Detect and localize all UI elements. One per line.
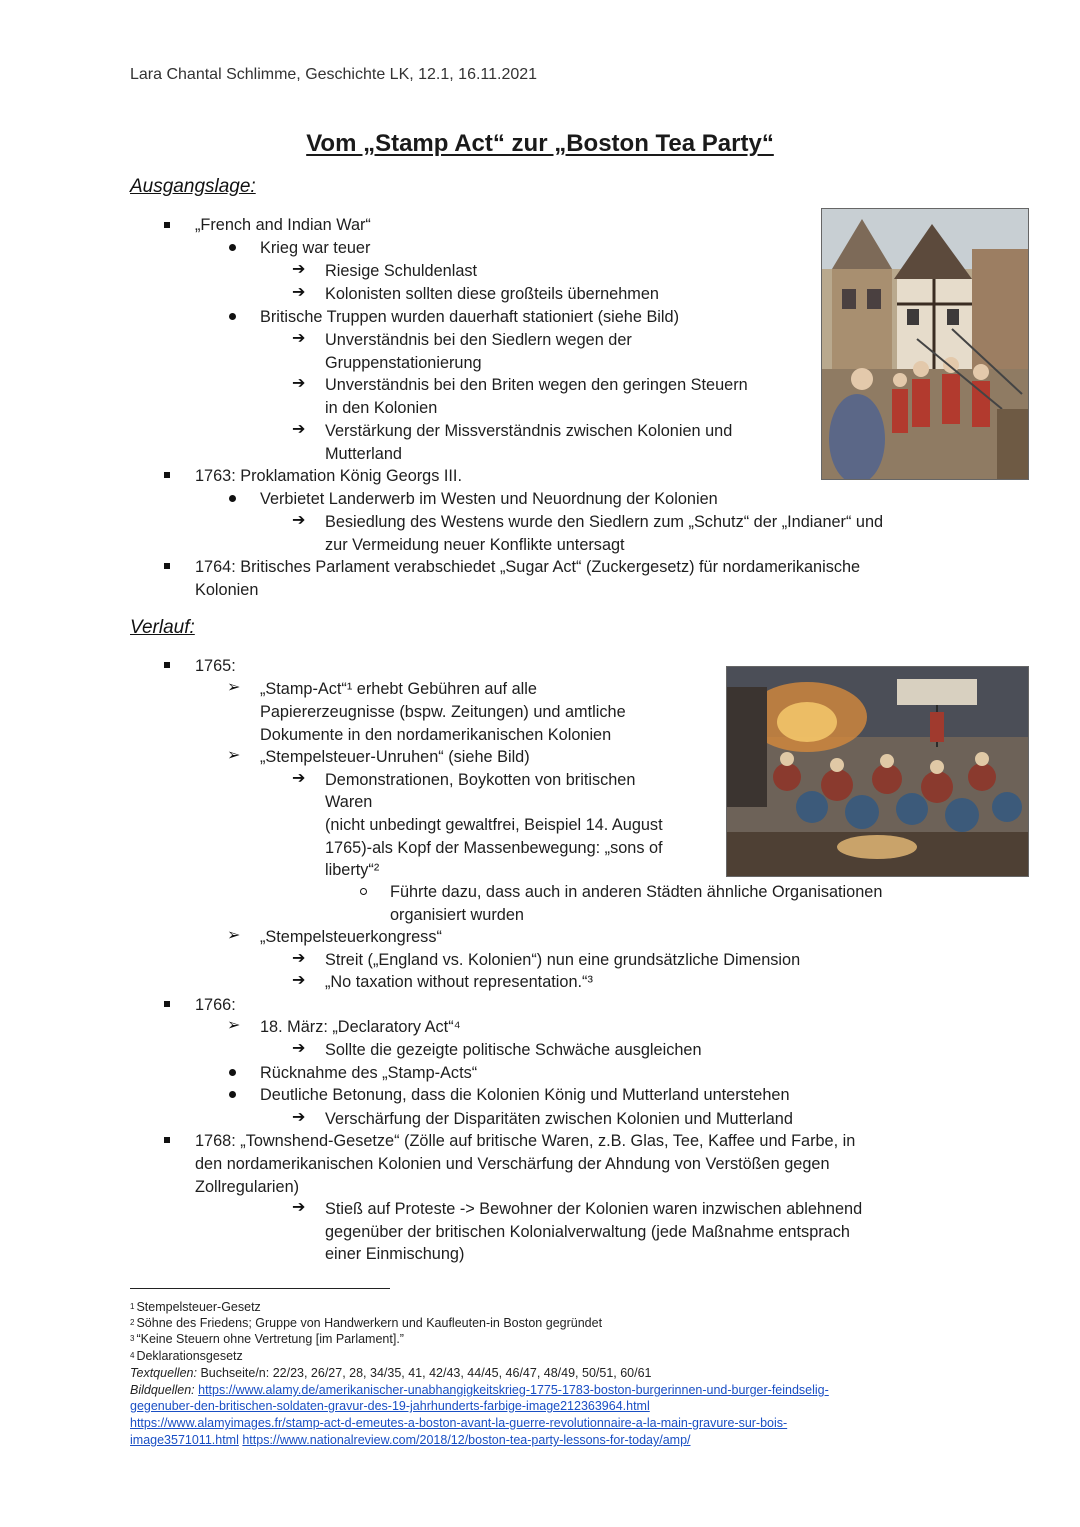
list-item: „French and Indian War“ bbox=[195, 216, 371, 234]
footnote-separator bbox=[130, 1288, 390, 1289]
arrow-bullet: ➔ bbox=[292, 261, 306, 278]
arrow-bullet: ➔ bbox=[292, 330, 306, 347]
arrow-bullet: ➔ bbox=[292, 375, 306, 392]
list-item: zur Vermeidung neuer Konflikte untersagt bbox=[325, 536, 625, 554]
list-item: einer Einmischung) bbox=[325, 1245, 465, 1263]
list-item: 1766: bbox=[195, 996, 236, 1014]
list-item: Deutliche Betonung, dass die Kolonien König und Mutterland unterstehen bbox=[260, 1086, 790, 1104]
list-item: Zollregularien) bbox=[195, 1178, 300, 1196]
section-heading-verlauf: Verlauf: bbox=[130, 617, 195, 638]
list-item: organisiert wurden bbox=[390, 906, 524, 924]
list-item: Demonstrationen, Boykotten von britischen bbox=[325, 771, 636, 789]
arrow-bullet: ➔ bbox=[292, 1040, 306, 1057]
footnote-1: $^1$ Stempelsteuer-Gesetz bbox=[130, 1300, 261, 1314]
list-item: 1764: Britisches Parlament verabschiedet „Sugar Act“ (Zuckergesetz) für nordamerikanische bbox=[195, 558, 861, 576]
arrow-bullet: ➔ bbox=[292, 972, 306, 989]
list-item: Besiedlung des Westens wurde den Siedlern zum „Schutz“ der „Indianer“ und bbox=[325, 513, 884, 531]
arrow-bullet: ➔ bbox=[292, 770, 306, 787]
list-item: 18. März: „Declaratory Act“⁴ bbox=[260, 1018, 461, 1036]
image-source-link-1[interactable]: https://www.alamy.de/amerikanischer-unabhangigkeitskrieg-1775-1783-boston-burgerinnen-und-burger-feindselig- bbox=[198, 1383, 829, 1397]
list-item: (nicht unbedingt gewaltfrei, Beispiel 14. August bbox=[325, 816, 663, 834]
list-item: Unverständnis bei den Siedlern wegen der bbox=[325, 331, 632, 349]
image-source-link-2-cont[interactable]: image3571011.html bbox=[130, 1433, 239, 1447]
round-bullet bbox=[229, 313, 236, 320]
square-bullet bbox=[164, 563, 170, 569]
list-item: „Stamp-Act“¹ erhebt Gebühren auf alle bbox=[260, 680, 537, 698]
list-item: Kolonien bbox=[195, 581, 259, 599]
chevron-bullet: ➢ bbox=[227, 747, 241, 764]
square-bullet bbox=[164, 662, 170, 668]
footnote-4: $^4$ Deklarationsgesetz bbox=[130, 1349, 243, 1363]
round-bullet bbox=[229, 495, 236, 502]
list-item: Stieß auf Proteste -> Bewohner der Kolonien waren inzwischen ablehnend bbox=[325, 1200, 863, 1218]
arrow-bullet: ➔ bbox=[292, 950, 306, 967]
list-item: „No taxation without representation.“³ bbox=[325, 973, 593, 991]
list-item: Rücknahme des „Stamp-Acts“ bbox=[260, 1064, 478, 1082]
arrow-bullet: ➔ bbox=[292, 284, 306, 301]
list-item: 1763: Proklamation König Georgs III. bbox=[195, 467, 462, 485]
image-source-link-2[interactable]: https://www.alamyimages.fr/stamp-act-d-emeutes-a-boston-avant-la-guerre-revolutionnaire-a-la-main-gravure-sur-bois- bbox=[130, 1416, 788, 1430]
circle-bullet bbox=[360, 888, 367, 895]
list-item: den nordamerikanischen Kolonien und Verschärfung der Ahndung von Verstößen gegen bbox=[195, 1155, 830, 1173]
arrow-bullet: ➔ bbox=[292, 1109, 306, 1126]
list-item: Streit („England vs. Kolonien“) nun eine grundsätzliche Dimension bbox=[325, 951, 801, 969]
image-sources-line bbox=[130, 1398, 650, 1414]
footnote-3: $^3$ “Keine Steuern ohne Vertretung [im Parlament].” bbox=[130, 1332, 404, 1346]
round-bullet bbox=[229, 1069, 236, 1076]
list-item: 1765: bbox=[195, 657, 236, 675]
list-item: Gruppenstationierung bbox=[325, 354, 482, 372]
image-sources: Bildquellen: https://www.alamy.de/amerikanischer-unabhangigkeitskrieg-1775-1783-boston-burgerinnen-und-burger-feindselig- bbox=[130, 1383, 829, 1397]
image-source-link-1-cont[interactable]: gegenuber-den-britischen-soldaten-gravur-des-19-jahrhunderts-farbige-image212363964.html bbox=[130, 1399, 650, 1413]
list-item: „Stempelsteuerkongress“ bbox=[260, 928, 442, 946]
list-item: Verschärfung der Disparitäten zwischen Kolonien und Mutterland bbox=[325, 1110, 793, 1128]
square-bullet bbox=[164, 1001, 170, 1007]
list-item: 1768: „Townshend-Gesetze“ (Zölle auf britische Waren, z.B. Glas, Tee, Kaffee und Farbe, in bbox=[195, 1132, 856, 1150]
list-item: Riesige Schuldenlast bbox=[325, 262, 478, 280]
text-sources: Textquellen: Buchseite/n: 22/23, 26/27, 28, 34/35, 41, 42/43, 44/45, 46/47, 48/49, 50/51, 60/61 bbox=[130, 1366, 652, 1380]
list-item: Unverständnis bei den Briten wegen den geringen Steuern bbox=[325, 376, 748, 394]
list-item: Papiererzeugnisse (bspw. Zeitungen) und amtliche bbox=[260, 703, 626, 721]
image-source-link-3[interactable]: https://www.nationalreview.com/2018/12/boston-tea-party-lessons-for-today/amp/ bbox=[242, 1433, 691, 1447]
list-item: „Stempelsteuer-Unruhen“ (siehe Bild) bbox=[260, 748, 530, 766]
arrow-bullet: ➔ bbox=[292, 512, 306, 529]
page-title: Vom „Stamp Act“ zur „Boston Tea Party“ bbox=[306, 130, 774, 157]
round-bullet bbox=[229, 1091, 236, 1098]
arrow-bullet: ➔ bbox=[292, 421, 306, 438]
square-bullet bbox=[164, 1137, 170, 1143]
chevron-bullet: ➢ bbox=[227, 1017, 241, 1034]
footnote-2: $^2$ Söhne des Friedens; Gruppe von Handwerkern und Kaufleuten-in Boston gegründet bbox=[130, 1316, 603, 1330]
image-sources-line bbox=[130, 1432, 691, 1448]
list-item: Verstärkung der Missverständnis zwischen Kolonien und bbox=[325, 422, 733, 440]
list-item: 1765)-als Kopf der Massenbewegung: „sons of bbox=[325, 839, 663, 857]
list-item: Dokumente in den nordamerikanischen Kolonien bbox=[260, 726, 612, 744]
square-bullet bbox=[164, 222, 170, 228]
list-item: in den Kolonien bbox=[325, 399, 438, 417]
list-item: Mutterland bbox=[325, 445, 402, 463]
chevron-bullet: ➢ bbox=[227, 927, 241, 944]
list-item: Führte dazu, dass auch in anderen Städten ähnliche Organisationen bbox=[390, 883, 883, 901]
chevron-bullet: ➢ bbox=[227, 679, 241, 696]
square-bullet bbox=[164, 472, 170, 478]
list-item: gegenüber der britischen Kolonialverwaltung (jede Maßnahme entsprach bbox=[325, 1223, 850, 1241]
image-sources-line bbox=[130, 1415, 787, 1431]
arrow-bullet: ➔ bbox=[292, 1199, 306, 1216]
list-item: Britische Truppen wurden dauerhaft stationiert (siehe Bild) bbox=[260, 308, 680, 326]
list-item: Krieg war teuer bbox=[260, 239, 371, 257]
illustration-british-soldiers bbox=[821, 208, 1029, 480]
round-bullet bbox=[229, 244, 236, 251]
document-header: Lara Chantal Schlimme, Geschichte LK, 12.1, 16.11.2021 bbox=[130, 66, 538, 83]
list-item: Kolonisten sollten diese großteils übernehmen bbox=[325, 285, 659, 303]
list-item: liberty“² bbox=[325, 861, 380, 879]
section-heading-ausgangslage: Ausgangslage: bbox=[130, 176, 256, 197]
list-item: Waren bbox=[325, 793, 373, 811]
list-item: Sollte die gezeigte politische Schwäche ausgleichen bbox=[325, 1041, 702, 1059]
list-item: Verbietet Landerwerb im Westen und Neuordnung der Kolonien bbox=[260, 490, 718, 508]
illustration-stamp-act-riots bbox=[726, 666, 1029, 877]
